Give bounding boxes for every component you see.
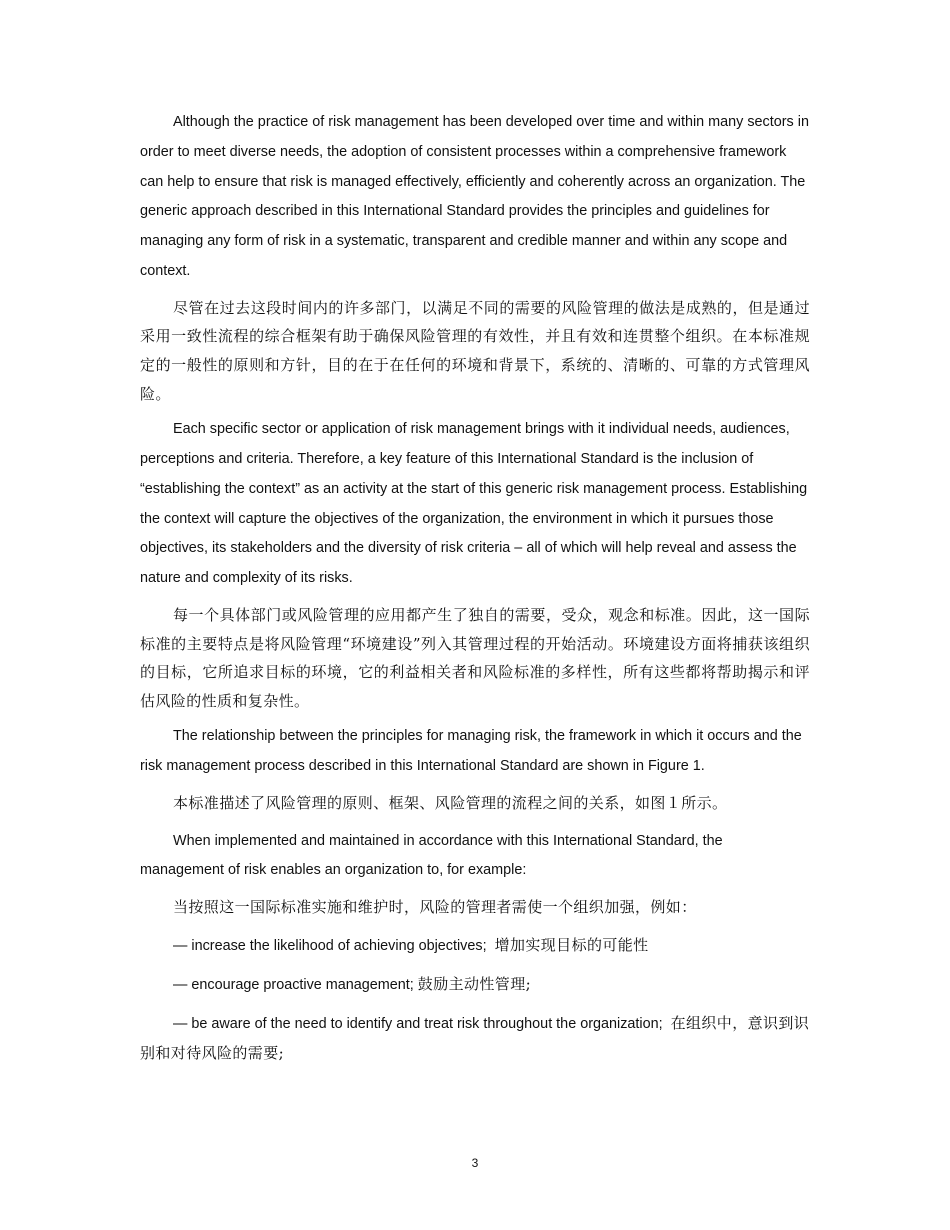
- paragraph-zh-3: 本标准描述了风险管理的原则、框架、风险管理的流程之间的关系，如图１所示。: [173, 793, 728, 812]
- bullet-text-zh: 鼓励主动性管理;: [417, 974, 532, 993]
- paragraph-zh-4: 当按照这一国际标准实施和维护时，风险的管理者需使一个组织加强，例如：: [173, 898, 697, 917]
- paragraph-zh-2: 每一个具体部门或风险管理的应用都产生了独自的需要，受众，观念和标准。因此，这一国际标准的主要特点是将风险管理“环境建设”列入其管理过程的开始活动。环境建设方面将捕获该组织的目标，它所追求目标的环境，它的利益相关者和风险标准的多样性，所有这些都将帮助揭示和评估风险的性质和复杂性。: [140, 605, 810, 710]
- bullet-text-en: — increase the likelihood of achieving objectives;: [173, 937, 487, 954]
- bullet-item-2: [140, 970, 810, 1000]
- paragraph-en-1: Although the practice of risk management has been developed over time and within many sectors in order to meet diverse needs, the adoption of consistent processes within a comprehensive framework can help to ensure that risk is managed effectively, efficiently and coherently across an organization. The generic approach described in this International Standard provides the principles and guidelines for managing any form of risk in a systematic, transparent and credible manner and within any scope and context.: [140, 114, 809, 279]
- bullet-item-1: [140, 931, 810, 961]
- paragraph-zh-1: 尽管在过去这段时间内的许多部门，以满足不同的需要的风险管理的做法是成熟的，但是通过采用一致性流程的综合框架有助于确保风险管理的有效性，并且有效和连贯整个组织。在本标准规定的一般性的原则和方针，目的在于在任何的环境和背景下，系统的、清晰的、可靠的方式管理风险。: [140, 298, 810, 403]
- bullet-text-zh: 增加实现目标的可能性: [494, 935, 649, 954]
- bullet-text-en: — be aware of the need to identify and treat risk throughout the organization;: [173, 1015, 663, 1032]
- paragraph-en-3: The relationship between the principles for managing risk, the framework in which it occurs and the risk management process described in this International Standard are shown in Figure 1.: [140, 728, 802, 775]
- document-page: [140, 108, 810, 1078]
- bullet-text-en: — encourage proactive management;: [173, 976, 414, 993]
- bullet-item-3: [140, 1009, 810, 1069]
- bullet-text-zh: 在组织中，意识到识别和对待风险的需要;: [140, 1013, 810, 1062]
- paragraph-en-4: When implemented and maintained in accordance with this International Standard, the management of risk enables an organization to, for example:: [140, 832, 723, 879]
- paragraph-en-2: Each specific sector or application of risk management brings with it individual needs, audiences, perceptions and criteria. Therefore, a key feature of this International Standard is the inclusion of “establishing the context” as an activity at the start of this generic risk management process. Establishing the context will capture the objectives of the organization, the environment in which it pursues those objectives, its stakeholders and the diversity of risk criteria – all of which will help reveal and assess the nature and complexity of its risks.: [140, 421, 808, 587]
- page-number: 3: [471, 1156, 479, 1170]
